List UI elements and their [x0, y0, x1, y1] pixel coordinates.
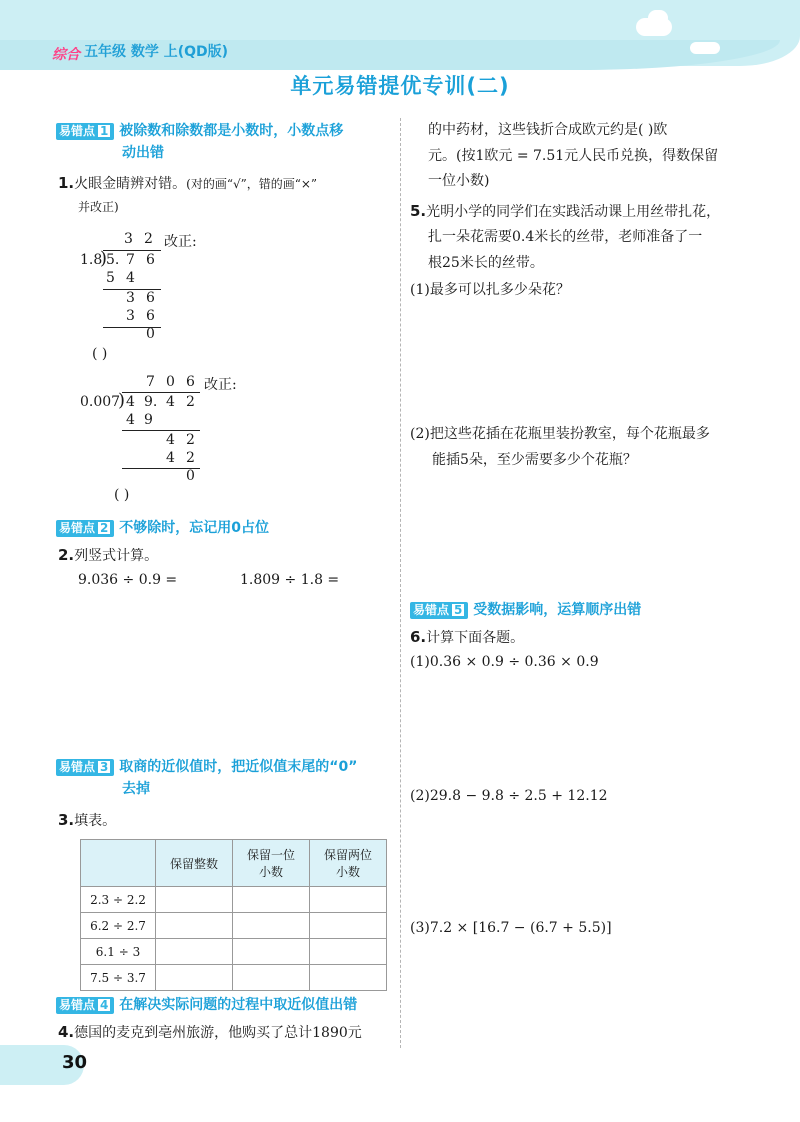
question-5-line3: 根25米长的丝带。 — [428, 255, 544, 271]
question-5-sub1: (1)最多可以扎多少朵花？ — [410, 282, 570, 298]
table-cell: 6.1 ÷ 3 — [81, 939, 156, 965]
column-divider — [400, 118, 401, 1048]
expression-2-2: 1.809 ÷ 1.8 = — [240, 572, 340, 588]
question-5: 5.光明小学的同学们在实践活动课上用丝带扎花， — [410, 202, 721, 220]
answer-cell[interactable] — [310, 887, 387, 913]
dividend-digit: 6 — [146, 252, 155, 268]
dividend-digit: 9. — [144, 394, 158, 410]
table-header: 保留整数 — [156, 840, 233, 887]
quotient-digit: 0 — [166, 374, 175, 390]
error-tag: 易错点 2 — [56, 520, 114, 537]
dividend-digit: 4 — [166, 394, 175, 410]
work-digit: 0 — [146, 326, 155, 342]
divisor: 1.8 — [80, 252, 103, 268]
question-6-item-1: (1)0.36 × 0.9 ÷ 0.36 × 0.9 — [410, 654, 599, 670]
question-4-line2: 的中药材，这些钱折合成欧元约是( )欧 — [428, 122, 668, 138]
section-5-heading: 易错点 5 受数据影响，运算顺序出错 — [410, 599, 641, 621]
answer-cell[interactable] — [156, 965, 233, 991]
question-6-item-3: (3)7.2 × [16.7 − (6.7 + 5.5)] — [410, 920, 612, 936]
question-6-item-2: (2)29.8 − 9.8 ÷ 2.5 + 12.12 — [410, 788, 608, 804]
answer-cell[interactable] — [310, 913, 387, 939]
question-1-note: 并改正) — [78, 200, 119, 214]
answer-cell[interactable] — [156, 939, 233, 965]
question-5-line2: 扎一朵花需要0.4米长的丝带，老师准备了一 — [428, 229, 703, 245]
question-4-line4: 一位小数) — [428, 173, 490, 189]
answer-cell[interactable] — [233, 913, 310, 939]
dividend-digit: 5. — [106, 252, 120, 268]
page-title: 单元易错提优专训(二) — [290, 74, 510, 98]
quotient-digit: 3 — [124, 231, 133, 247]
answer-cell[interactable] — [156, 887, 233, 913]
judge-blank[interactable]: ( ) — [92, 346, 108, 362]
table-row — [81, 913, 387, 939]
dividend-digit: 4 — [126, 394, 135, 410]
work-digit: 3 — [126, 308, 135, 324]
correct-label: 改正: — [204, 377, 237, 393]
table-header: 保留两位 小数 — [310, 840, 387, 887]
work-digit: 5 — [106, 270, 115, 286]
table-row — [81, 939, 387, 965]
work-digit: 3 — [126, 290, 135, 306]
dividend-digit: 2 — [186, 394, 195, 410]
cloud-icon — [648, 10, 668, 26]
table-cell: 2.3 ÷ 2.2 — [81, 887, 156, 913]
answer-cell[interactable] — [233, 887, 310, 913]
divisor: 0.007 — [80, 394, 121, 410]
dividend-digit: 7 — [126, 252, 135, 268]
work-digit: 4 — [126, 270, 135, 286]
table-row — [81, 887, 387, 913]
question-5-sub2: (2)把这些花插在花瓶里装扮教室，每个花瓶最多 — [410, 426, 710, 442]
work-digit: 6 — [146, 308, 155, 324]
section-1-heading: 易错点 1 被除数和除数都是小数时，小数点移 动出错 — [56, 120, 391, 164]
answer-cell[interactable] — [156, 913, 233, 939]
quotient-digit: 7 — [146, 374, 155, 390]
section-2-heading: 易错点 2 不够除时，忘记用0占位 — [56, 517, 269, 539]
question-6: 6.计算下面各题。 — [410, 628, 525, 646]
answer-cell[interactable] — [310, 939, 387, 965]
error-tag: 易错点 3 — [56, 759, 114, 776]
work-digit: 2 — [186, 432, 195, 448]
error-tag: 易错点 1 — [56, 123, 114, 140]
section-3-heading: 易错点 3 取商的近似值时，把近似值末尾的“0” 去掉 — [56, 756, 396, 800]
book-title: 五年级 数学 上(QD版) — [84, 44, 229, 60]
work-digit: 0 — [186, 468, 195, 484]
table-cell: 6.2 ÷ 2.7 — [81, 913, 156, 939]
work-digit: 4 — [166, 450, 175, 466]
judge-blank[interactable]: ( ) — [114, 487, 130, 503]
answer-cell[interactable] — [310, 965, 387, 991]
table-row — [81, 965, 387, 991]
correct-label: 改正: — [164, 234, 197, 250]
table-cell: 7.5 ÷ 3.7 — [81, 965, 156, 991]
answer-cell[interactable] — [233, 965, 310, 991]
table-header: 保留一位 小数 — [233, 840, 310, 887]
question-5-sub2-line2: 能插5朵，至少需要多少个花瓶？ — [432, 452, 637, 468]
work-digit: 9 — [144, 412, 153, 428]
question-2: 2.列竖式计算。 — [58, 546, 159, 564]
page-number: 30 — [62, 1052, 88, 1073]
work-digit: 4 — [166, 432, 175, 448]
question-3: 3.填表。 — [58, 811, 117, 829]
rounding-table — [80, 839, 387, 991]
work-digit: 4 — [126, 412, 135, 428]
question-1: 1.火眼金睛辨对错。(对的画“√”，错的画“×” — [58, 174, 318, 192]
table-corner — [81, 840, 156, 887]
answer-cell[interactable] — [233, 939, 310, 965]
work-digit: 2 — [186, 450, 195, 466]
book-logo: 综合 — [52, 47, 80, 63]
section-4-heading: 易错点 4 在解决实际问题的过程中取近似值出错 — [56, 994, 357, 1016]
error-tag: 易错点 4 — [56, 997, 114, 1014]
cloud-icon — [690, 42, 720, 54]
quotient-digit: 6 — [186, 374, 195, 390]
question-4-line3: 元。(按1欧元 = 7.51元人民币兑换，得数保留 — [428, 148, 719, 164]
error-tag: 易错点 5 — [410, 602, 468, 619]
work-digit: 6 — [146, 290, 155, 306]
expression-2-1: 9.036 ÷ 0.9 = — [78, 572, 178, 588]
quotient-digit: 2 — [144, 231, 153, 247]
question-4: 4.德国的麦克到亳州旅游，他购买了总计1890元 — [58, 1023, 362, 1041]
